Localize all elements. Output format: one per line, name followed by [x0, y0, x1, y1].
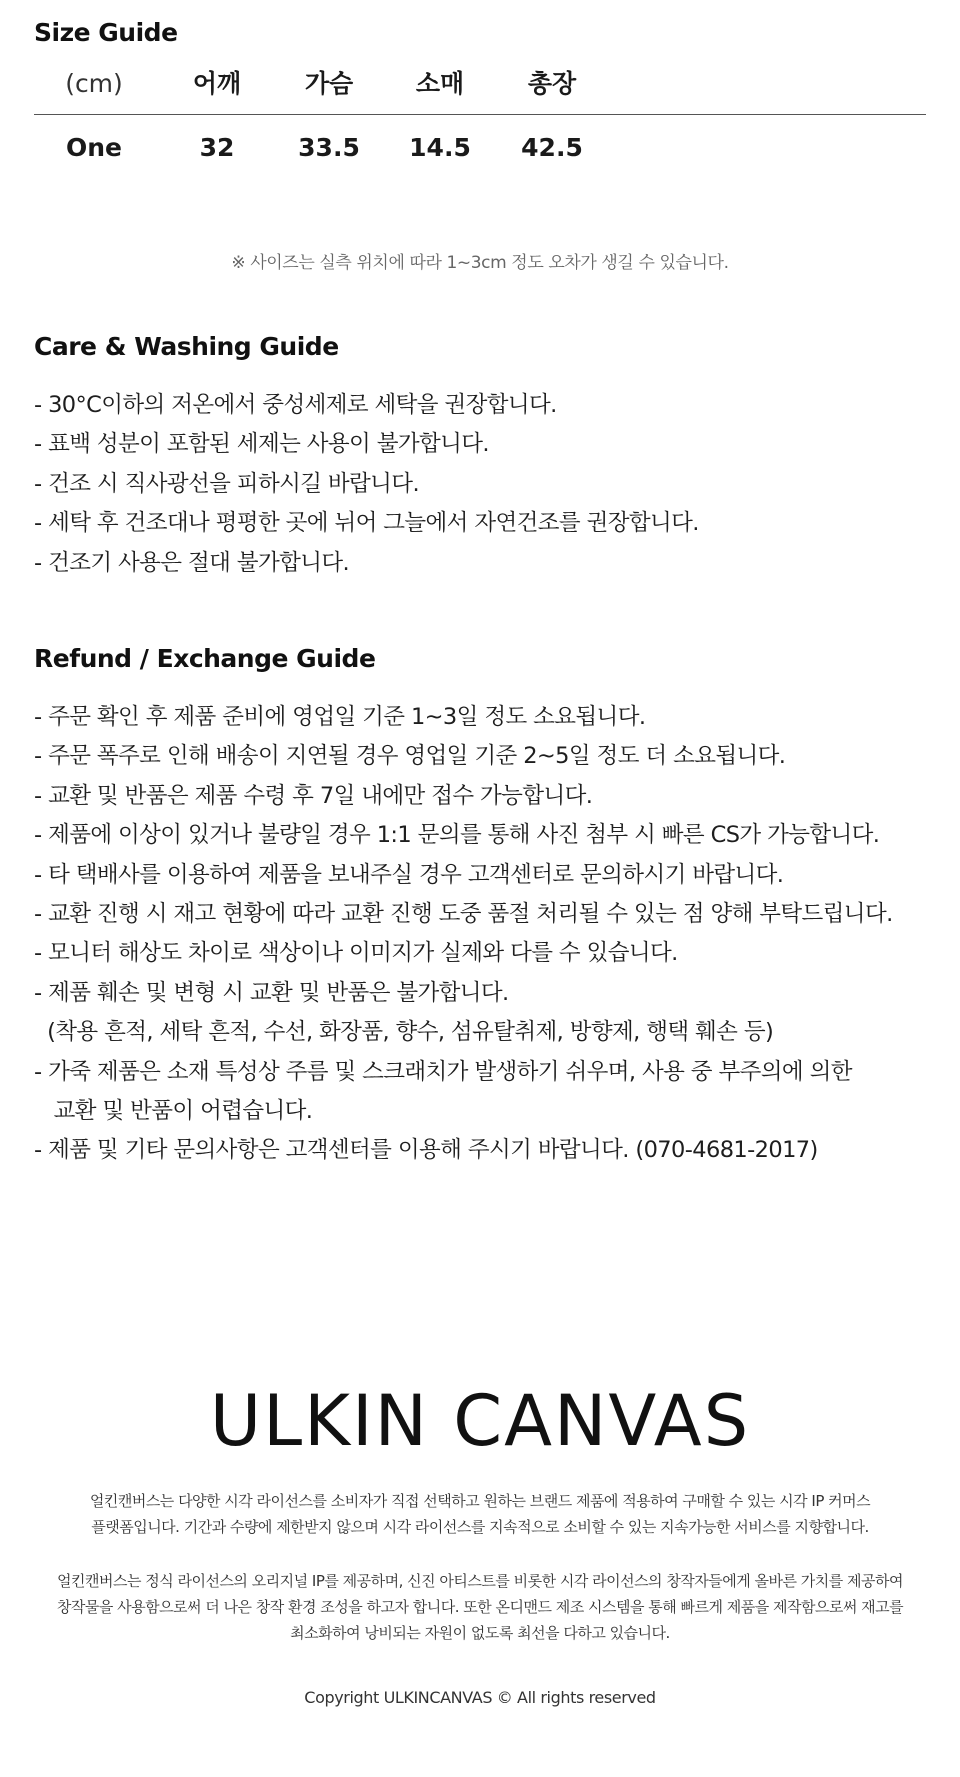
list-item: - 건조기 사용은 절대 불가합니다.	[34, 549, 350, 576]
size-note: ※ 사이즈는 실측 위치에 따라 1~3cm 정도 오차가 생길 수 있습니다.	[231, 253, 729, 273]
refund-guide-list	[34, 698, 934, 1171]
list-item: - 제품에 이상이 있거나 불량일 경우 1:1 문의를 통해 사진 첨부 시 빠른 CS가 가능합니다.	[34, 822, 880, 849]
list-item: - 30°C이하의 저온에서 중성세제로 세탁을 권장합니다.	[34, 392, 557, 418]
list-item: - 제품 및 기타 문의사항은 고객센터를 이용해 주시기 바랍니다. (070-4681-2017)	[34, 1137, 818, 1164]
care-guide-list	[34, 386, 934, 583]
brand-about-2	[46, 1568, 914, 1646]
value-length: 42.5	[521, 133, 583, 162]
size-table-header	[34, 60, 926, 115]
header-shoulder: 어깨	[192, 69, 242, 98]
about-line: 플랫폼입니다. 기간과 수량에 제한받지 않으며 시각 라이선스를 지속적으로 소비할 수 있는 지속가능한 서비스를 지향합니다.	[91, 1518, 869, 1536]
unit-label: (cm)	[65, 69, 123, 98]
list-item: 교환 및 반품이 어렵습니다.	[34, 1098, 313, 1125]
value-shoulder: 32	[199, 133, 235, 162]
about-line: 얼킨캔버스는 다양한 시각 라이선스를 소비자가 직접 선택하고 원하는 브랜드 제품에 적용하여 구매할 수 있는 시각 IP 커머스	[89, 1492, 871, 1510]
value-chest: 33.5	[298, 133, 360, 162]
list-item: (착용 흔적, 세탁 흔적, 수선, 화장품, 향수, 섬유탈취제, 방향제, 행택 훼손 등)	[34, 1019, 774, 1046]
size-guide-title: Size Guide	[34, 18, 178, 47]
list-item: - 가죽 제품은 소재 특성상 주름 및 스크래치가 발생하기 쉬우며, 사용 중 부주의에 의한	[34, 1058, 852, 1085]
about-line: 최소화하여 낭비되는 자원이 없도록 최선을 다하고 있습니다.	[290, 1624, 670, 1642]
size-table	[34, 60, 926, 181]
list-item: - 세탁 후 건조대나 평평한 곳에 뉘어 그늘에서 자연건조를 권장합니다.	[34, 510, 699, 537]
size-label: One	[65, 133, 122, 162]
care-guide-title: Care & Washing Guide	[34, 332, 339, 361]
brand-about-1	[46, 1488, 914, 1540]
list-item: - 모니터 해상도 차이로 색상이나 이미지가 실제와 다를 수 있습니다.	[34, 940, 678, 967]
about-line: 창작물을 사용함으로써 더 나은 창작 환경 조성을 하고자 합니다. 또한 온디맨드 제조 시스템을 통해 빠르게 제품을 제작함으로써 재고를	[56, 1598, 904, 1616]
list-item: - 건조 시 직사광선을 피하시길 바랍니다.	[34, 470, 419, 497]
refund-guide-title: Refund / Exchange Guide	[34, 644, 376, 673]
list-item: - 타 택배사를 이용하여 제품을 보내주실 경우 고객센터로 문의하시기 바랍니다.	[34, 861, 784, 888]
brand-logo: ULKIN CANVAS	[209, 1380, 751, 1462]
list-item: - 교환 진행 시 재고 현황에 따라 교환 진행 도중 품절 처리될 수 있는 점 양해 부탁드립니다.	[34, 901, 893, 928]
copyright: Copyright ULKINCANVAS © All rights reserved	[304, 1688, 656, 1707]
value-sleeve: 14.5	[409, 133, 471, 162]
header-sleeve: 소매	[415, 69, 465, 98]
header-length: 총장	[527, 69, 577, 98]
header-chest: 가슴	[304, 69, 354, 98]
list-item: - 주문 확인 후 제품 준비에 영업일 기준 1~3일 정도 소요됩니다.	[34, 704, 646, 730]
list-item: - 표백 성분이 포함된 세제는 사용이 불가합니다.	[34, 431, 489, 458]
table-row	[34, 115, 926, 181]
about-line: 얼킨캔버스는 정식 라이선스의 오리지널 IP를 제공하며, 신진 아티스트를 비롯한 시각 라이선스의 창작자들에게 올바른 가치를 제공하여	[57, 1572, 903, 1590]
list-item: - 교환 및 반품은 제품 수령 후 7일 내에만 접수 가능합니다.	[34, 782, 593, 809]
list-item: - 주문 폭주로 인해 배송이 지연될 경우 영업일 기준 2~5일 정도 더 소요됩니다.	[34, 743, 786, 770]
list-item: - 제품 훼손 및 변형 시 교환 및 반품은 불가합니다.	[34, 979, 509, 1006]
